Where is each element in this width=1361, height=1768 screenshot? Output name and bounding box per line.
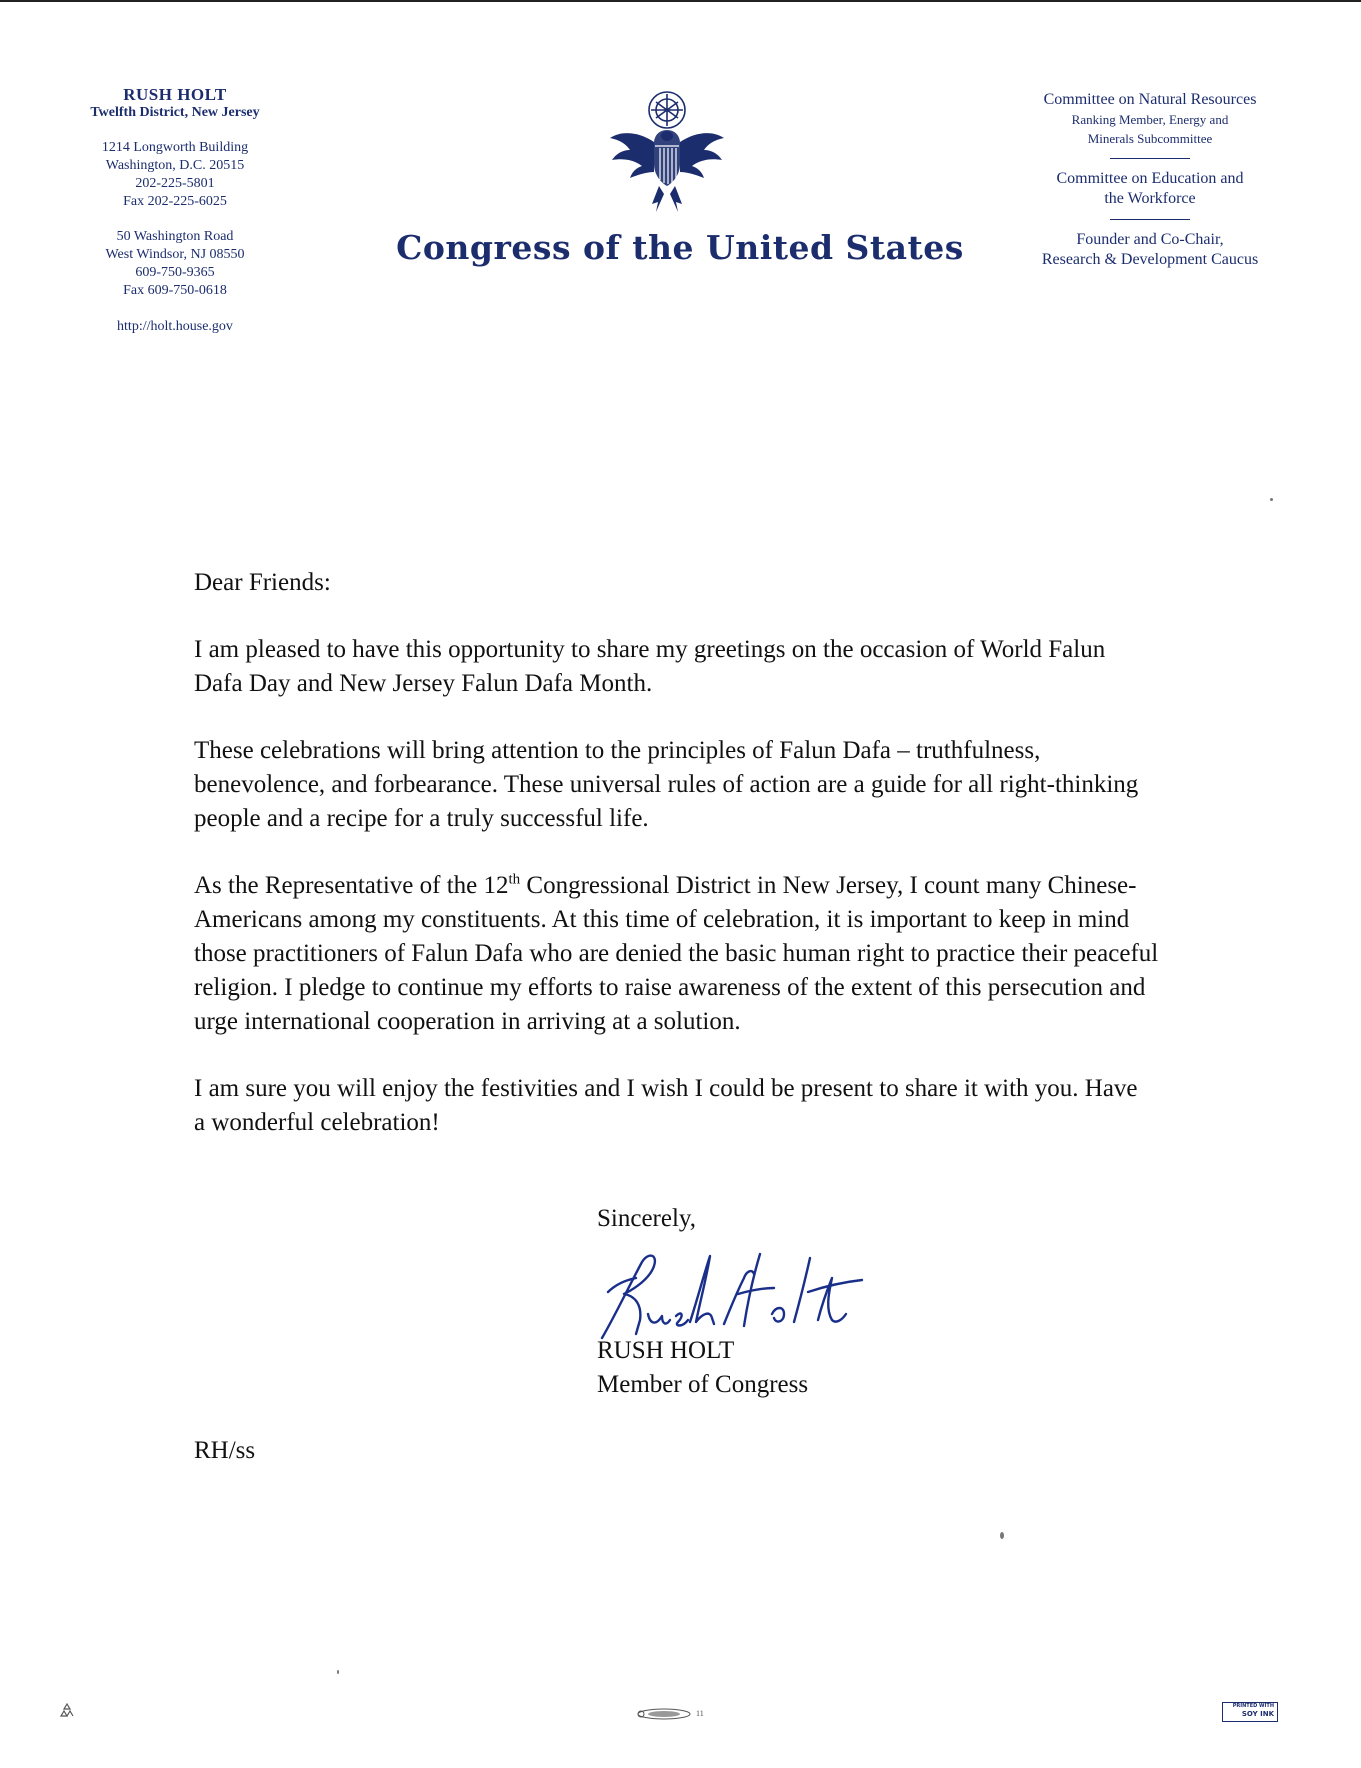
committee-education-line: the Workforce <box>1104 190 1196 207</box>
scan-speck <box>337 1670 339 1674</box>
signer-name: RUSH HOLT <box>597 1337 735 1364</box>
recycle-icon <box>58 1702 76 1720</box>
address-line: 50 Washington Road <box>116 229 234 244</box>
soy-ink-text: SOY INK <box>1241 1710 1274 1718</box>
dc-office-address <box>50 139 300 211</box>
signature-handwritten <box>596 1244 866 1344</box>
congress-title: Congress of the United States <box>396 228 964 267</box>
paragraph-4: I am sure you will enjoy the festivities and I wish I could be present to share it with you. Have a wonderful celebration! <box>194 1075 1138 1136</box>
district-label: Twelfth District, New Jersey <box>90 105 260 120</box>
paragraph-1: I am pleased to have this opportunity to share my greetings on the occasion of World Falun Dafa Day and New Jersey Falun Dafa Month. <box>194 636 1106 697</box>
committee-role-line: Ranking Member, Energy and <box>1071 112 1229 127</box>
address-line: Washington, D.C. 20515 <box>105 158 245 173</box>
letterhead-left-column <box>50 86 300 336</box>
nj-office-address <box>50 228 300 300</box>
caucus-line: Founder and Co-Chair, <box>1076 231 1224 248</box>
closing: Sincerely, <box>597 1205 697 1232</box>
union-number: 11 <box>696 1708 704 1718</box>
committee-education-line: Committee on Education and <box>1056 170 1244 187</box>
address-line: 609-750-9365 <box>135 265 215 280</box>
ordinal-suffix: th <box>508 871 521 888</box>
divider <box>1110 158 1190 159</box>
address-line: Fax 609-750-0618 <box>123 283 227 298</box>
great-seal-icon <box>604 86 730 216</box>
top-edge-rule <box>0 0 1361 2</box>
paragraph-3-start: As the Representative of the 12 <box>194 872 509 899</box>
address-line: Fax 202-225-6025 <box>123 194 227 209</box>
representative-name: RUSH HOLT <box>123 85 227 104</box>
typist-initials: RH/ss <box>194 1437 256 1464</box>
soy-ink-top-text: PRINTED WITH <box>1232 1703 1274 1709</box>
website-link[interactable]: http://holt.house.gov <box>117 319 233 334</box>
scan-speck <box>1000 1532 1004 1539</box>
address-line: 1214 Longworth Building <box>101 140 249 155</box>
paragraph-3-rest: Congressional District in New Jersey, I count many Chinese-Americans among my constituents. At this time of celebration, it is important to keep in mind those practitioners of Falun Dafa who are denied the basic human right to practice their peaceful religion. I pledge to continue my efforts to raise awareness of the extent of this persecution and urge international cooperation in arriving at a solution. <box>194 872 1159 1035</box>
committee-role-line: Minerals Subcommittee <box>1087 131 1213 146</box>
union-bug-icon <box>634 1707 694 1721</box>
signer-block <box>597 1334 808 1402</box>
address-line: 202-225-5801 <box>135 176 215 191</box>
committee-natural-resources: Committee on Natural Resources <box>1043 91 1257 108</box>
letterhead-right-column <box>1005 90 1295 270</box>
caucus-line: Research & Development Caucus <box>1041 251 1259 268</box>
signer-title: Member of Congress <box>597 1371 809 1398</box>
address-line: West Windsor, NJ 08550 <box>105 247 245 262</box>
divider <box>1110 219 1190 220</box>
paragraph-3 <box>194 869 1169 1039</box>
scan-speck <box>1270 498 1273 501</box>
union-label-mark <box>634 1707 704 1721</box>
paragraph-2: These celebrations will bring attention to the principles of Falun Dafa – truthfulness, benevolence, and forbearance. These universal rules of action are a guide for all right-thinking people and a recipe for a truly successful life. <box>194 737 1139 832</box>
letter-body <box>194 566 1194 1173</box>
salutation: Dear Friends: <box>194 569 331 596</box>
soy-ink-mark <box>1222 1702 1278 1722</box>
